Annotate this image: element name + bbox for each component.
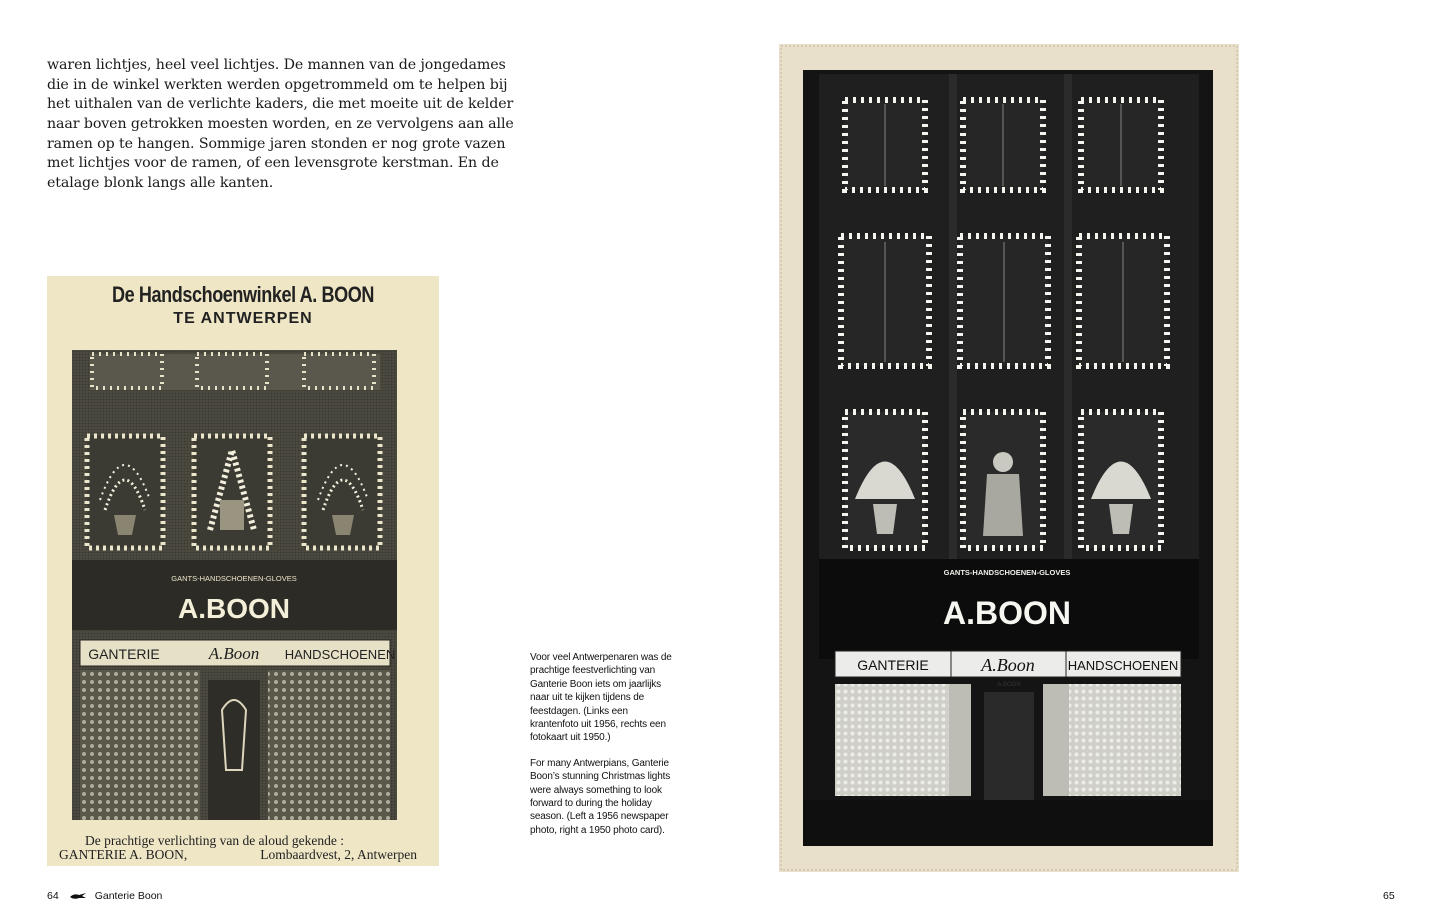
right-page-number: 65 [1383, 890, 1395, 902]
card-sign-small: GANTS-HANDSCHOENEN-GLOVES [943, 568, 1071, 577]
newspaper-panel-right: HANDSCHOENEN [284, 647, 396, 662]
newspaper-caption [59, 834, 431, 862]
newspaper-caption-line1: De prachtige verlichting van de aloud gekende : [85, 833, 345, 848]
newspaper-sign-small: GANTS-HANDSCHOENEN-GLOVES [171, 574, 297, 583]
caption-english: For many Antwerpians, Ganterie Boon’s stunning Christmas lights were always something to look forward to during the holiday season. (Left a 1956 newspaper photo, right a 1950 photo card). [530, 757, 671, 836]
newspaper-title: De Handschoenwinkel A. BOON [112, 282, 374, 307]
card-panel-right: HANDSCHOENEN [1067, 658, 1179, 673]
book-title: Ganterie Boon [94, 890, 163, 902]
newspaper-sign-main: A.BOON [178, 593, 290, 624]
card-sign-main: A.BOON [943, 595, 1071, 631]
card-door-label: A.BOON [997, 682, 1021, 688]
glove-logo-icon [69, 892, 87, 901]
newspaper-header [47, 282, 439, 328]
figure-caption [530, 651, 678, 837]
newspaper-clipping [47, 276, 439, 866]
footer-left [47, 890, 162, 902]
newspaper-panel-mid: A.Boon [208, 644, 260, 663]
left-page-number: 64 [47, 890, 59, 902]
newspaper-subtitle: TE ANTWERPEN [173, 310, 313, 327]
intro-paragraph: waren lichtjes, heel veel lichtjes. De mannen van de jongedames die in de winkel werkten werden opgetrommeld om te helpen bij het uithalen van de verlichte kaders, die met moeite uit de kelder naar boven getrokken moesten worden, en ze vervolgens aan alle ramen op te hangen. Sommige jaren stonden er nog grote vazen met lichtjes voor de ramen, of een levensgrote kerstman. En de etalage blonk langs alle kanten. [47, 57, 514, 191]
caption-dutch: Voor veel Antwerpenaren was de prachtige feestverlichting van Ganterie Boon iets om jaarlijks naar uit te kijken tijdens de feestdagen. (Links een krantenfoto uit 1956, rechts een fotokaart uit 1950.) [530, 652, 672, 744]
card-panel-left: GANTERIE [857, 657, 929, 673]
photo-card [779, 44, 1239, 872]
card-panel-mid: A.Boon [981, 655, 1035, 675]
newspaper-photo [72, 350, 397, 820]
newspaper-caption-address: Lombaardvest, 2, Antwerpen [260, 847, 417, 862]
newspaper-panel-left: GANTERIE [88, 646, 160, 662]
newspaper-caption-shop: GANTERIE A. BOON, [59, 847, 188, 862]
newspaper-caption-line2 [59, 848, 431, 862]
